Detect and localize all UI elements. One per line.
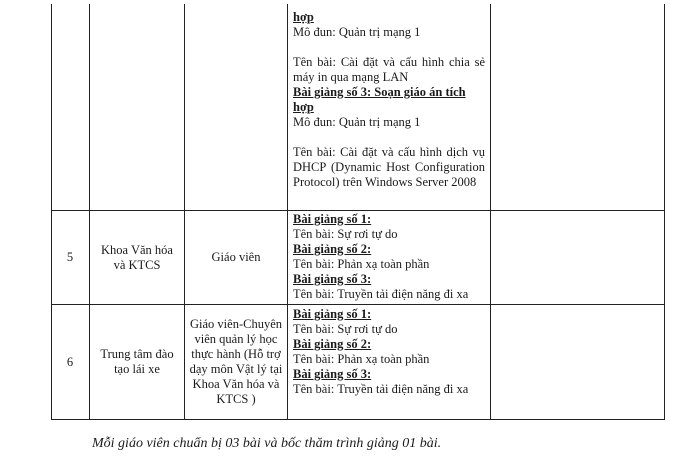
row-number — [51, 211, 89, 304]
row-number-text: 6 — [66, 354, 74, 369]
lesson-heading: Bài giảng số 1: — [293, 212, 372, 226]
row-number — [51, 305, 89, 419]
lessons-cell — [293, 307, 485, 397]
role-text: Giáo viên-Chuyên viên quản lý học thực hành (Hỗ trợ dạy môn Vật lý tại Khoa Văn hóa và KTCS ) — [189, 317, 283, 406]
role-cell — [189, 305, 283, 419]
unit-name: Trung tâm đào tạo lái xe — [100, 347, 174, 376]
lesson-title: Tên bài: Phản xạ toàn phần — [293, 352, 430, 366]
lesson-title: Tên bài: Sự rơi tự do — [293, 322, 398, 336]
footnote-caption: Mỗi giáo viên chuẩn bị 03 bài và bốc thăm trình giảng 01 bài. — [92, 436, 442, 451]
lesson-title: Tên bài: Cài đặt và cấu hình dịch vụ DHCP (Dynamic Host Configuration Protocol) trên Windows Server 2008 — [293, 145, 485, 189]
lesson-heading: Bài giảng số 3: Soạn giáo án tích hợp — [293, 85, 466, 114]
lesson-heading: Bài giảng số 2: — [293, 242, 372, 256]
unit-cell — [97, 211, 177, 304]
unit-cell — [95, 305, 179, 419]
lesson-title: Tên bài: Phản xạ toàn phần — [293, 257, 430, 271]
module-name: Mô đun: Quản trị mạng 1 — [293, 115, 421, 129]
role-text: Giáo viên — [211, 250, 261, 264]
lessons-cell — [293, 212, 485, 302]
lesson-title: Tên bài: Cài đặt và cấu hình chia sẻ máy in qua mạng LAN — [293, 55, 485, 84]
lesson-title: Tên bài: Truyền tải điện năng đi xa — [293, 287, 469, 301]
lesson-heading: hợp — [293, 10, 314, 24]
schedule-table — [51, 4, 665, 420]
lesson-title: Tên bài: Sự rơi tự do — [293, 227, 398, 241]
lesson-heading: Bài giảng số 1: — [293, 307, 372, 321]
lesson-title: Tên bài: Truyền tải điện năng đi xa — [293, 382, 469, 396]
lesson-heading: Bài giảng số 3: — [293, 367, 372, 381]
module-name: Mô đun: Quản trị mạng 1 — [293, 25, 421, 39]
role-cell — [185, 211, 287, 304]
row-number-text: 5 — [66, 250, 74, 264]
lesson-heading: Bài giảng số 3: — [293, 272, 372, 286]
lesson-heading: Bài giảng số 2: — [293, 337, 372, 351]
unit-name: Khoa Văn hóa và KTCS — [101, 242, 173, 272]
row-continued-lessons-cell — [293, 10, 485, 190]
